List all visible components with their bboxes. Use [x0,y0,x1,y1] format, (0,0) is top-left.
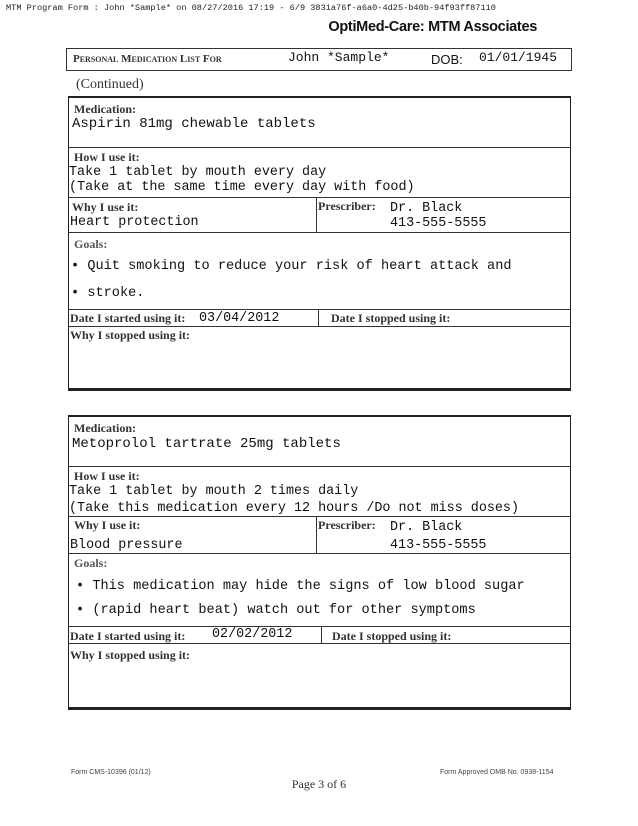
continued-note: (Continued) [76,77,144,92]
patient-name: John *Sample* [288,50,390,65]
date-started-value: 03/04/2012 [199,311,280,326]
list-label: Personal Medication List For [73,53,222,65]
goal-text: This medication may hide the signs of low blood sugar [92,579,525,594]
prescriber-label: Prescriber: [318,199,376,213]
divider [69,553,570,554]
divider [69,309,570,310]
date-started-value: 02/02/2012 [212,627,293,642]
medication-label: Medication: [74,421,136,435]
date-stopped-label: Date I stopped using it: [331,311,451,325]
goal-text: stroke. [87,286,145,301]
divider [69,466,570,467]
goals-label: Goals: [74,237,108,251]
why-stopped-label: Why I stopped using it: [70,648,191,662]
divider [321,626,322,643]
date-stopped-label: Date I stopped using it: [332,629,452,643]
how-line-1: Take 1 tablet by mouth every day [69,165,327,180]
how-label: How I use it: [74,150,140,164]
dob-value: 01/01/1945 [479,50,558,65]
goal-item: • This medication may hide the signs of low blood sugar [76,579,525,594]
date-started-label: Date I started using it: [70,629,186,643]
divider [69,197,570,198]
divider [69,232,570,233]
page-number: Page 3 of 6 [291,777,347,791]
how-line-2: (Take at the same time every day with food) [69,180,415,195]
medication-card [68,96,571,391]
why-value: Blood pressure [70,538,183,553]
divider [69,643,570,644]
divider [316,516,317,553]
divider [69,516,570,517]
goals-label: Goals: [74,556,108,570]
omb-number: Form Approved OMB No. 0938-1154 [440,769,554,776]
why-value: Heart protection [70,215,199,230]
why-stopped-label: Why I stopped using it: [70,328,191,342]
why-label: Why I use it: [72,200,139,214]
medication-name: Aspirin 81mg chewable tablets [72,116,316,132]
how-line-1: Take 1 tablet by mouth 2 times daily [69,484,359,499]
goal-item: • (rapid heart beat) watch out for other symptoms [76,603,476,618]
goal-item: • Quit smoking to reduce your risk of heart attack and [71,259,512,274]
goal-text: Quit smoking to reduce your risk of heart attack and [87,259,512,274]
goal-item: • stroke. [71,286,145,301]
dob-label: DOB: [431,52,463,67]
how-label: How I use it: [74,469,140,483]
date-started-label: Date I started using it: [70,311,186,325]
medication-label: Medication: [74,102,136,116]
goal-text: (rapid heart beat) watch out for other symptoms [92,603,476,618]
patient-header [66,48,572,71]
divider [316,197,317,232]
prescriber-phone: 413-555-5555 [390,538,487,553]
divider [69,626,570,627]
prescriber-label: Prescriber: [318,518,376,532]
how-line-2: (Take this medication every 12 hours /Do not miss doses) [69,501,519,516]
medication-name: Metoprolol tartrate 25mg tablets [72,436,341,452]
divider [318,309,319,326]
prescriber-name: Dr. Black [390,201,463,216]
organization-name: OptiMed-Care: MTM Associates [328,19,537,35]
prescriber-name: Dr. Black [390,520,463,535]
form-id: Form CMS-10396 (01/12) [71,769,151,776]
medication-card [68,415,571,710]
divider [69,326,570,327]
prescriber-phone: 413-555-5555 [390,216,487,231]
document-id-line: MTM Program Form : John *Sample* on 08/27/2016 17:19 - 6/9 3831a76f-a6a0-4d25-b40b-94f93ff87110 [6,3,496,13]
divider [69,147,570,148]
why-label: Why I use it: [74,518,141,532]
